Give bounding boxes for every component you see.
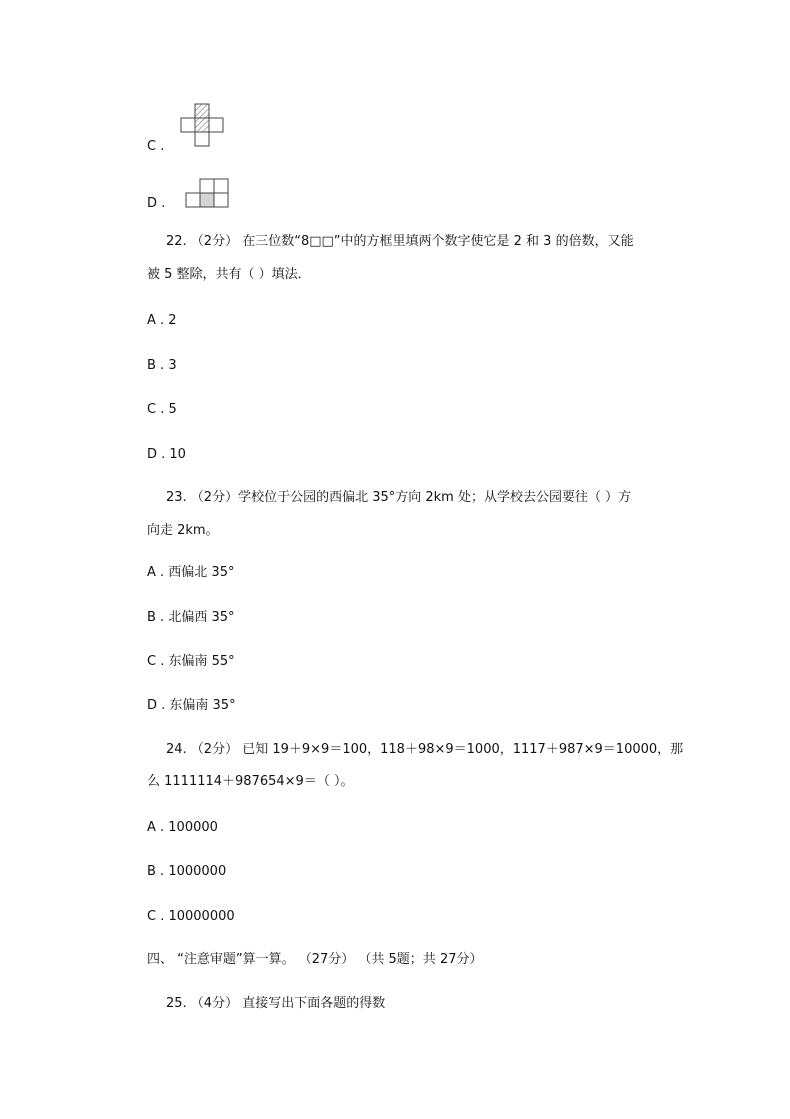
option-a: A . 100000 (147, 820, 218, 835)
option-c-label: C . (147, 139, 165, 154)
question-23-text: 23. （2分）学校位于公园的西偏北 35°方向 2km 处；从学校去公园要往（ ）方 (166, 490, 632, 505)
question-24-text-cont: 么 1111114＋987654×9＝（ ）。 (147, 774, 354, 789)
option-c: C . 东偏南 55° (147, 654, 235, 669)
question-22-text: 22. （2分） 在三位数“8□□”中的方框里填两个数字使它是 2 和 3 的倍数，又能 (166, 234, 634, 249)
option-a: A . 2 (147, 313, 177, 328)
question-23-text-cont: 向走 2km。 (147, 523, 219, 538)
option-b: B . 北偏西 35° (147, 610, 235, 625)
option-d: D . 10 (147, 447, 186, 462)
option-d: D . 东偏南 35° (147, 698, 236, 713)
l-shape-figure (185, 178, 231, 209)
question-25-text: 25. （4分） 直接写出下面各题的得数 (166, 996, 386, 1011)
option-d-label: D . (147, 196, 166, 211)
section-heading: 四、 “注意审题”算一算。 （27分） （共 5题；共 27分） (147, 952, 483, 967)
question-24-text: 24. （2分） 已知 19＋9×9＝100，118＋98×9＝1000，1117＋987×9＝10000，那 (166, 742, 684, 757)
option-b: B . 3 (147, 358, 177, 373)
option-b: B . 1000000 (147, 864, 227, 879)
option-a: A . 西偏北 35° (147, 565, 235, 580)
cross-net-figure (180, 103, 226, 148)
option-c: C . 5 (147, 402, 177, 417)
question-22-text-cont: 被 5 整除，共有（ ）填法． (147, 267, 311, 282)
option-c: C . 10000000 (147, 909, 235, 924)
